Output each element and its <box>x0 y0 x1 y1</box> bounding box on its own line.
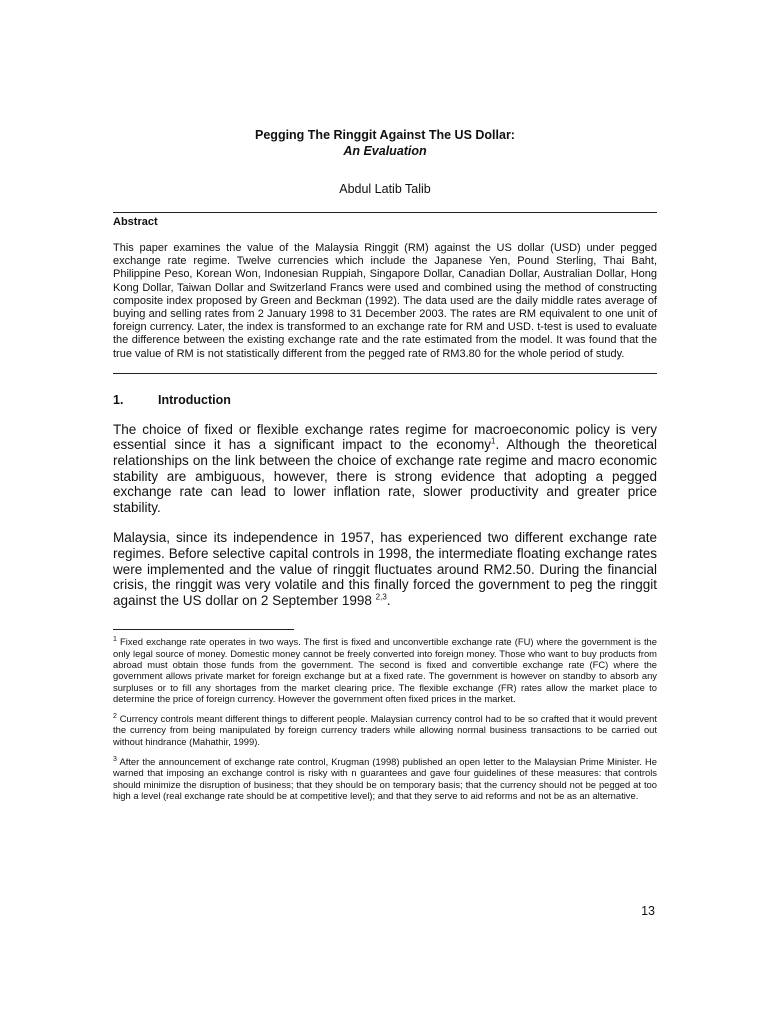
section-number: 1. <box>113 392 124 407</box>
paragraph-text: Malaysia, since its independence in 1957, has experienced two different exchange rate regimes. Before selective capital controls in 1998, the intermediate floating exchange rates were implemented and the value of ringgit fluctuates around RM2.50. During the financial crisis, the ringgit was very volatile and this finally forced the government to peg the ringgit against the US dollar on 2 September 1998 <box>113 530 657 608</box>
footnote-3 <box>113 756 657 801</box>
footnote-mark: 2 <box>113 713 117 721</box>
footnote-mark: 1 <box>113 636 117 644</box>
paragraph-text: The choice of fixed or flexible exchange rates regime for macroeconomic policy is very essential since it has a significant impact to the economy <box>113 421 657 453</box>
footnote-text: Fixed exchange rate operates in two ways. The first is fixed and unconvertible exchange rate (FU) where the government is the only legal source of money. Domestic money cannot be freely converted into foreign money. Those who want to buy products from abroad must obtain those funds from the government. The second is fixed and convertible exchange rate (FC) where the government allows private market for foreign exchange but at a fixed rate. The government is however on standby to absorb any surpluses or to fill any shortages from the market clearing price. The flexible exchange (FR) rates allow the market place to determine the price of foreign currency. However the government often fixed prices in the market. <box>113 636 657 704</box>
abstract-text: This paper examines the value of the Malaysia Ringgit (RM) against the US dollar (USD) under pegged exchange rate regime. Twelve currencies which include the Japanese Yen, Pound Sterling, Thai Baht, Philippine Peso, Korean Won, Indonesian Ruppiah, Singapore Dollar, Canadian Dollar, Australian Dollar, Hong Kong Dollar, Taiwan Dollar and Switzerland Francs were used and combined using the method of constructing composite index proposed by Green and Beckman (1992). The data used are the daily middle rates average of buying and selling rates from 2 January 1998 to 31 December 2003. The rates are RM equivalent to one unit of foreign currency. Later, the index is transformed to an exchange rate for RM and USD. t-test is used to evaluate the difference between the existing exchange rate and the rate estimated from the model. It was found that the true value of RM is not statistically different from the pegged rate of RM3.80 for the whole period of study. <box>113 242 657 360</box>
footnote-separator <box>113 629 294 630</box>
paragraph-text: . <box>386 592 391 608</box>
abstract-top-rule <box>113 212 657 213</box>
body-paragraph-1 <box>113 422 657 516</box>
section-title: Introduction <box>158 392 231 407</box>
page-content <box>113 127 657 801</box>
author-name: Abdul Latib Talib <box>339 182 431 196</box>
section-heading <box>113 392 657 408</box>
paragraph-text: . Although the theoretical relationships on the link between the choice of exchange rate regime and macro economic stability are ambiguous, however, there is strong evidence that adopting a pegged exchange rate can lead to lower inflation rate, slower productivity and greater price stability. <box>113 437 657 515</box>
footnote-ref-2-3: 2,3 <box>375 592 387 602</box>
page-number: 13 <box>641 904 655 918</box>
footnote-mark: 3 <box>113 755 117 763</box>
footnote-text: Currency controls meant different things to different people. Malaysian currency control had to be so crafted that it would prevent the currency from being manipulated by foreign currency traders while allowing normal business transactions to be carried out without hindrance (Mahathir, 1999). <box>113 713 657 747</box>
footnote-1 <box>113 636 657 704</box>
paper-subtitle: An Evaluation <box>343 144 427 158</box>
abstract-bottom-rule <box>113 373 657 374</box>
abstract-heading: Abstract <box>113 216 158 228</box>
footnote-text: After the announcement of exchange rate control, Krugman (1998) published an open letter to the Malaysian Prime Minister. He warned that imposing an exchange control is risky with n guarantees and gave four guidelines of these measures: that controls should minimize the disruption of business; that they should be on temporary basis; that the currency should not be pegged at too high a level (real exchange rate should be at competitive level); and that they serve to aid reforms and not be as an alternative. <box>113 756 657 801</box>
footnote-ref-1: 1 <box>491 436 496 446</box>
body-paragraph-2 <box>113 530 657 608</box>
footnote-2 <box>113 713 657 747</box>
paper-title: Pegging The Ringgit Against The US Dollar: <box>255 128 515 142</box>
